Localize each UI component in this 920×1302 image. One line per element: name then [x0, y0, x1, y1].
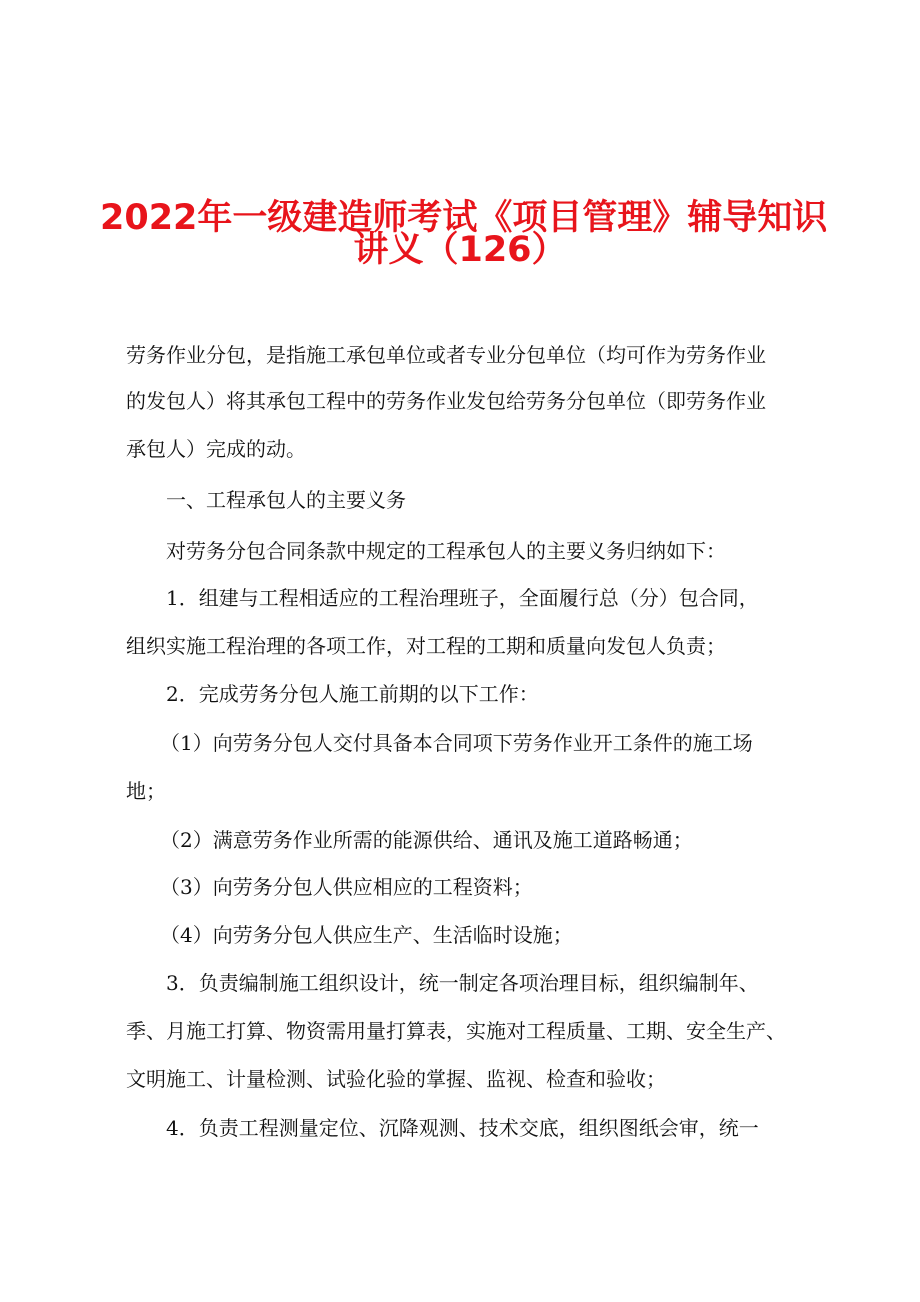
paragraph-line: 对劳务分包合同条款中规定的工程承包人的主要义务归纳如下：	[166, 539, 726, 563]
list-item-continuation: 组织实施工程治理的各项工作，对工程的工期和质量向发包人负责；	[126, 634, 726, 658]
list-item-continuation: 文明施工、计量检测、试验化验的掌握、监视、检查和验收；	[126, 1067, 666, 1091]
document-title-line-2: 讲义（126）	[353, 230, 567, 270]
list-item: 2．完成劳务分包人施工前期的以下工作：	[166, 682, 539, 706]
paragraph-line: 劳务作业分包，是指施工承包单位或者专业分包单位（均可作为劳务作业	[126, 343, 766, 367]
list-item: 4．负责工程测量定位、沉降观测、技术交底，组织图纸会审，统一	[166, 1116, 759, 1140]
sub-list-item: （2）满意劳务作业所需的能源供给、通讯及施工道路畅通；	[160, 828, 693, 852]
document-title-line-1: 2022年一级建造师考试《项目管理》辅导知识	[100, 198, 828, 238]
sub-list-item: （1）向劳务分包人交付具备本合同项下劳务作业开工条件的施工场	[160, 731, 753, 755]
paragraph-line: 承包人）完成的动。	[126, 437, 306, 461]
sub-list-item-continuation: 地；	[126, 779, 166, 803]
list-item: 3．负责编制施工组织设计，统一制定各项治理目标，组织编制年、	[166, 971, 759, 995]
section-heading: 一、工程承包人的主要义务	[166, 488, 406, 512]
paragraph-line: 的发包人）将其承包工程中的劳务作业发包给劳务分包单位（即劳务作业	[126, 389, 766, 413]
list-item: 1．组建与工程相适应的工程治理班子，全面履行总（分）包合同，	[166, 586, 759, 610]
list-item-continuation: 季、月施工打算、物资需用量打算表，实施对工程质量、工期、安全生产、	[126, 1019, 786, 1043]
sub-list-item: （4）向劳务分包人供应生产、生活临时设施；	[160, 923, 573, 947]
sub-list-item: （3）向劳务分包人供应相应的工程资料；	[160, 875, 533, 899]
